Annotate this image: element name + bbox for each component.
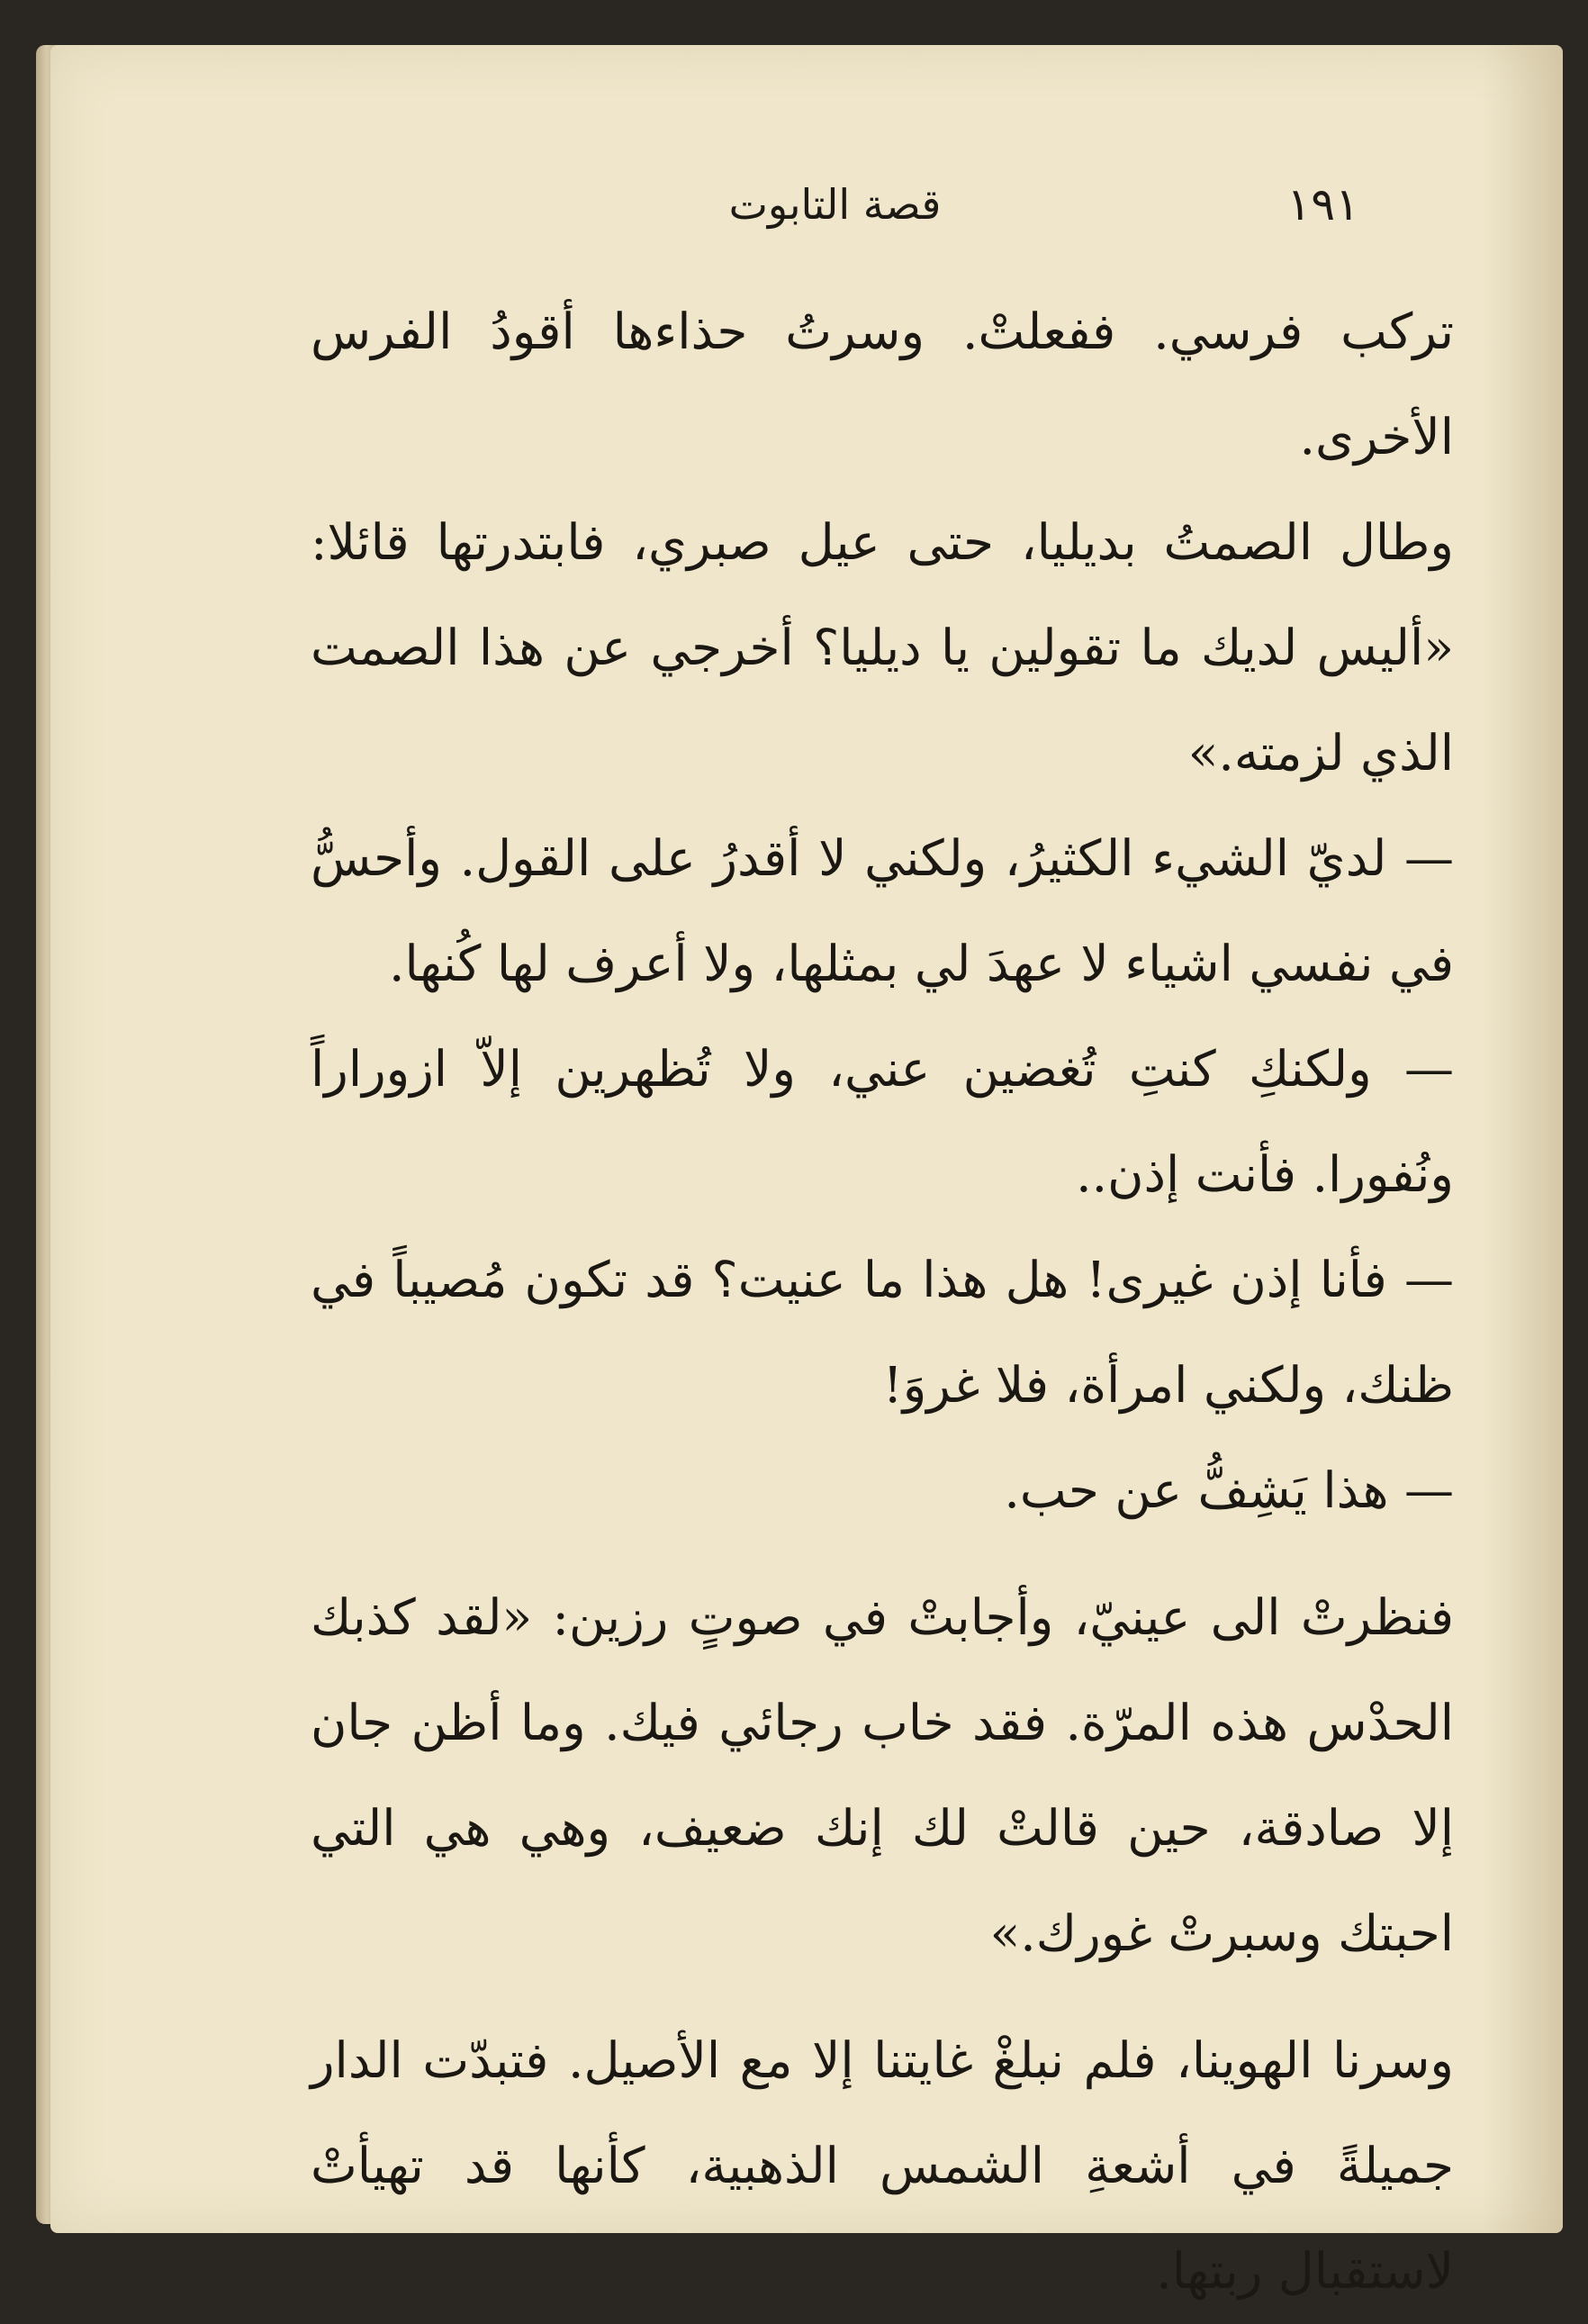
paragraph: — فأنا إذن غيرى! هل هذا ما عنيت؟ قد تكون مُصيباً في ظنك، ولكني امرأة، فلا غروَ! bbox=[311, 1251, 1454, 1414]
paragraph: وسرنا الهوينا، فلم نبلغْ غايتنا إلا مع الأصيل. فتبدّت الدار جميلةً في أشعةِ الشمس الذهبية، كأنها قد تهيأتْ لاستقبال ربتها. bbox=[311, 2031, 1454, 2300]
paragraph: تركب فرسي. ففعلتْ. وسرتُ حذاءها أقودُ الفرس الأخرى. bbox=[311, 303, 1454, 466]
page-body bbox=[311, 279, 1454, 2324]
paragraph: — ولكنكِ كنتِ تُغضين عني، ولا تُظهرين إلاّ ازوراراً ونُفورا. فأنت إذن.. bbox=[311, 1040, 1454, 1203]
paragraph: وطال الصمتُ بديليا، حتى عيل صبري، فابتدرتها قائلا: «أليس لديك ما تقولين يا ديليا؟ أخرجي عن هذا الصمت الذي لزمته.» bbox=[311, 513, 1454, 782]
paragraph: فنظرتْ الى عينيّ، وأجابتْ في صوتٍ رزين: «لقد كذبك الحدْس هذه المرّة. فقد خاب رجائي فيك. وما أظن جان إلا صادقة، حين قالتْ لك إنك ضعيف، وهي هي التي احبتك وسبرتْ غورك.» bbox=[311, 1588, 1454, 1962]
running-title: قصة التابوت bbox=[728, 180, 942, 229]
page-number: ١٩١ bbox=[1286, 178, 1359, 231]
paragraph: — لديّ الشيء الكثيرُ، ولكني لا أقدرُ على القول. وأحسُّ في نفسي اشياء لا عهدَ لي بمثلها، ولا أعرف لها كُنها. bbox=[311, 829, 1454, 992]
paragraph: — هذا يَشِفُّ عن حب. bbox=[1004, 1461, 1454, 1519]
page-header bbox=[311, 171, 1359, 252]
page-gutter-shadow bbox=[1482, 45, 1563, 2233]
